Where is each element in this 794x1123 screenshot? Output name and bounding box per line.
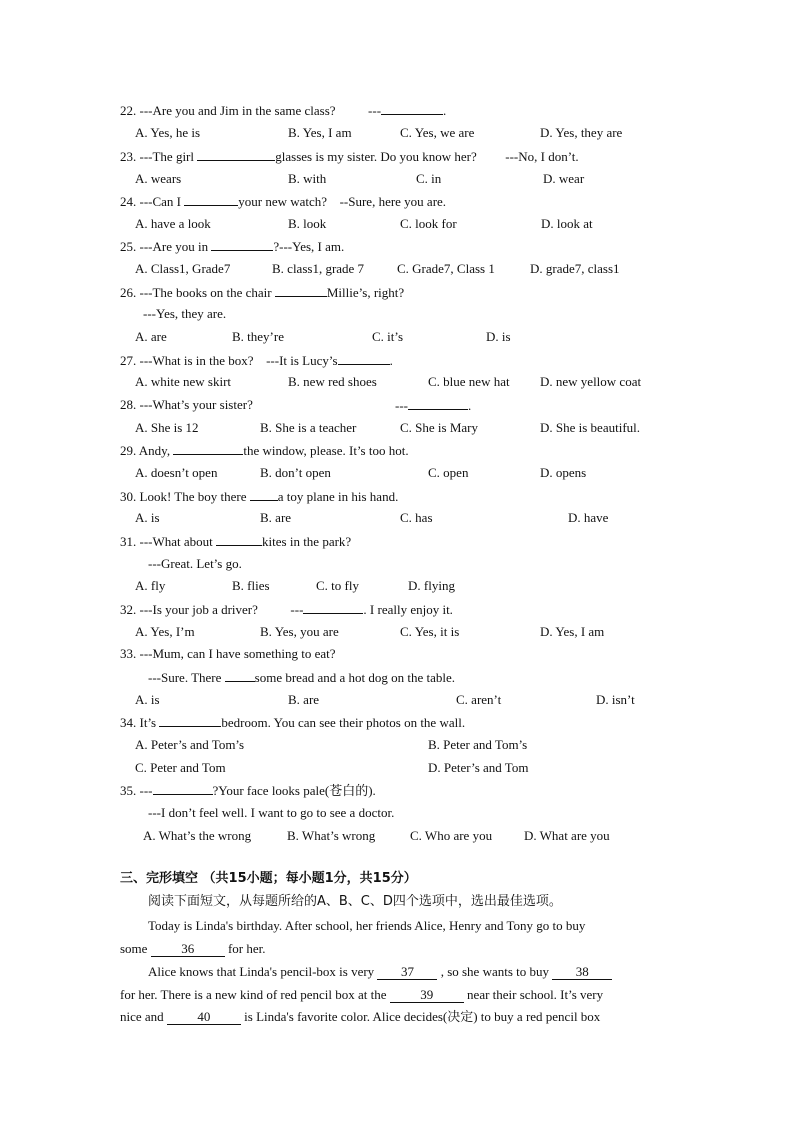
passage-line [148, 964, 612, 980]
option-d: D. She is beautiful. [540, 420, 641, 435]
option-d: D. opens [540, 465, 587, 480]
passage-line [120, 1009, 600, 1025]
question-text: a toy plane in his hand. [277, 489, 399, 504]
question-28-reply [395, 397, 471, 414]
option-d: D. isn’t [596, 692, 635, 707]
question-number: 23. [120, 149, 137, 164]
question-33 [120, 646, 336, 662]
question-text: --- [290, 602, 304, 617]
answer-blank [197, 148, 275, 161]
option-a: A. white new skirt [135, 374, 232, 389]
question-text: ---No, I don’t. [505, 149, 579, 164]
question-text: ---Is your job a driver? [139, 602, 258, 617]
question-number: 29. [120, 443, 137, 458]
answer-blank [408, 397, 468, 410]
question-text: your new watch? [238, 194, 328, 209]
question-text: glasses is my sister. Do you know her? [275, 149, 477, 164]
option-c: C. open [428, 465, 469, 480]
option-c: C. Grade7, Class 1 [397, 261, 495, 276]
question-number: 31. [120, 534, 137, 549]
option-a: A. have a look [135, 216, 211, 231]
question-29 [120, 442, 409, 459]
question-number: 26. [120, 285, 137, 300]
option-c: C. aren’t [456, 692, 502, 707]
question-35 [120, 782, 376, 799]
question-number: 25. [120, 239, 137, 254]
answer-blank [303, 601, 363, 614]
option-a: A. is [135, 510, 160, 525]
passage-text: nice and [120, 1009, 164, 1024]
question-text: ---What’s your sister? [139, 397, 253, 412]
question-number: 34. [120, 715, 137, 730]
question-number: 35. [120, 783, 137, 798]
question-text: --Sure, here you are. [339, 194, 447, 209]
answer-blank [225, 669, 255, 682]
section-instruction: 阅读下面短文，从每题所给的A、B、C、D四个选项中，选出最佳选项。 [148, 894, 562, 909]
option-b: B. they’re [232, 329, 284, 344]
option-d: D. grade7, class1 [530, 261, 620, 276]
question-text: . [389, 353, 393, 368]
option-a: A. wears [135, 171, 182, 186]
question-22 [120, 102, 446, 119]
question-35-reply: ---I don’t feel well. I want to go to see a doctor. [148, 805, 395, 820]
question-text: ?Your face looks pale(苍白的). [212, 783, 376, 798]
question-text: ---Can I [139, 194, 182, 209]
question-30 [120, 488, 398, 505]
option-a: A. Class1, Grade7 [135, 261, 231, 276]
option-d: D. look at [541, 216, 593, 231]
cloze-blank-38: 38 [552, 965, 612, 980]
passage-text: near their school. It’s very [467, 987, 604, 1002]
answer-blank [153, 782, 213, 795]
question-text: ---What about [139, 534, 213, 549]
question-text: ?---Yes, I am. [273, 239, 345, 254]
question-27 [120, 352, 393, 369]
passage-line [120, 941, 266, 957]
answer-blank [338, 352, 390, 365]
question-text: ---The books on the chair [139, 285, 272, 300]
question-text: ---It is Lucy’s [266, 353, 338, 368]
option-d: D. Yes, they are [540, 125, 623, 140]
option-b: B. new red shoes [288, 374, 377, 389]
passage-text: is Linda's favorite color. Alice decides(决定) to buy a red pencil box [244, 1009, 601, 1024]
option-d: D. is [486, 329, 511, 344]
passage-line: Today is Linda's birthday. After school, her friends Alice, Henry and Tony go to buy [148, 918, 586, 933]
option-d: D. new yellow coat [540, 374, 642, 389]
question-26 [120, 284, 404, 301]
option-d: D. have [568, 510, 609, 525]
answer-blank [173, 442, 243, 455]
option-d: D. flying [408, 578, 455, 593]
option-d: D. wear [543, 171, 585, 186]
option-a: A. are [135, 329, 167, 344]
cloze-blank-37: 37 [377, 965, 437, 980]
question-number: 28. [120, 397, 137, 412]
answer-blank [159, 714, 221, 727]
question-text: --- [368, 103, 382, 118]
cloze-blank-40: 40 [167, 1010, 241, 1025]
question-text: --- [139, 783, 153, 798]
answer-blank [381, 102, 443, 115]
option-b: B. with [288, 171, 327, 186]
passage-text: some [120, 941, 148, 956]
question-text: the window, please. It’s too hot. [243, 443, 409, 458]
question-28 [120, 397, 253, 413]
question-number: 33. [120, 646, 137, 661]
question-33-reply [148, 669, 455, 686]
option-a: A. Yes, he is [135, 125, 201, 140]
option-c: C. She is Mary [400, 420, 478, 435]
question-34 [120, 714, 465, 731]
option-a: A. She is 12 [135, 420, 199, 435]
option-c: C. Yes, it is [400, 624, 460, 639]
answer-blank [184, 193, 238, 206]
answer-blank [275, 284, 327, 297]
option-c: C. Yes, we are [400, 125, 475, 140]
answer-blank [250, 488, 278, 501]
question-text: some bread and a hot dog on the table. [254, 670, 456, 685]
question-number: 32. [120, 602, 137, 617]
option-a: A. is [135, 692, 160, 707]
option-b: B. Yes, I am [288, 125, 352, 140]
passage-text: Alice knows that Linda's pencil-box is very [148, 964, 375, 979]
option-b: B. flies [232, 578, 270, 593]
option-b: B. Yes, you are [260, 624, 339, 639]
option-b: B. don’t open [260, 465, 331, 480]
answer-blank [216, 533, 262, 546]
question-text: ---Sure. There [148, 670, 222, 685]
option-b: B. Peter and Tom’s [428, 737, 528, 752]
question-32 [120, 601, 453, 618]
option-c: C. Who are you [410, 828, 493, 843]
question-26-reply: ---Yes, they are. [143, 306, 227, 321]
option-c: C. in [416, 171, 442, 186]
option-c: C. look for [400, 216, 457, 231]
question-25 [120, 238, 344, 255]
question-text: It’s [139, 715, 157, 730]
option-c: C. it’s [372, 329, 404, 344]
option-d: D. Yes, I am [540, 624, 605, 639]
option-b: B. are [260, 510, 292, 525]
question-number: 22. [120, 103, 137, 118]
question-text: ---Are you and Jim in the same class? [139, 103, 336, 118]
cloze-blank-36: 36 [151, 942, 225, 957]
question-text: ---Mum, can I have something to eat? [139, 646, 336, 661]
passage-text: for her. There is a new kind of red pencil box at the [120, 987, 387, 1002]
question-text: ---What is in the box? [139, 353, 254, 368]
option-c: C. to fly [316, 578, 359, 593]
question-text: Look! The boy there [139, 489, 247, 504]
question-number: 27. [120, 353, 137, 368]
option-d: D. Peter’s and Tom [428, 760, 529, 775]
option-b: B. What’s wrong [287, 828, 376, 843]
option-b: B. class1, grade 7 [272, 261, 365, 276]
cloze-blank-39: 39 [390, 988, 464, 1003]
question-23 [120, 148, 579, 165]
option-b: B. look [288, 216, 327, 231]
option-c: C. Peter and Tom [135, 760, 226, 775]
passage-text: for her. [227, 941, 266, 956]
question-number: 24. [120, 194, 137, 209]
passage-text: , so she wants to buy [440, 964, 550, 979]
option-c: C. blue new hat [428, 374, 510, 389]
option-b: B. She is a teacher [260, 420, 357, 435]
option-a: A. fly [135, 578, 166, 593]
option-a: A. What’s the wrong [143, 828, 252, 843]
option-a: A. Yes, I’m [135, 624, 195, 639]
question-number: 30. [120, 489, 137, 504]
question-text: ---The girl [139, 149, 195, 164]
question-text: kites in the park? [262, 534, 352, 549]
option-a: A. doesn’t open [135, 465, 218, 480]
question-31 [120, 533, 351, 550]
question-text: . [443, 103, 447, 118]
question-text: ---Are you in [139, 239, 209, 254]
option-c: C. has [400, 510, 433, 525]
answer-blank [211, 238, 273, 251]
option-d: D. What are you [524, 828, 610, 843]
question-text: . I really enjoy it. [363, 602, 453, 617]
question-text: --- [395, 398, 408, 413]
question-text: bedroom. You can see their photos on the wall. [221, 715, 466, 730]
question-text: Millie’s, right? [326, 285, 405, 300]
question-24 [120, 193, 446, 210]
option-a: A. Peter’s and Tom’s [135, 737, 245, 752]
question-text: Andy, [138, 443, 171, 458]
option-b: B. are [288, 692, 320, 707]
question-text: . [468, 398, 472, 413]
section-heading: 三、完形填空 （共15小题；每小题1分，共15分） [120, 871, 417, 886]
question-31-reply: ---Great. Let’s go. [148, 556, 242, 571]
passage-line [120, 987, 603, 1003]
